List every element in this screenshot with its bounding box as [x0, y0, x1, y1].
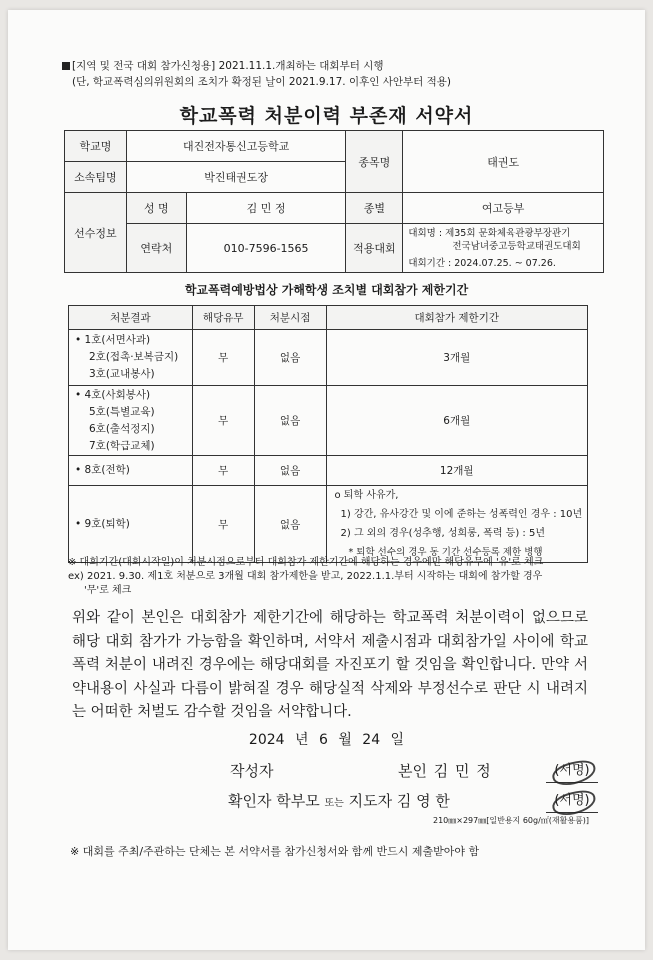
row-limit — [326, 486, 588, 563]
restriction-table — [68, 305, 588, 563]
notice-line2: (단, 학교폭력심의위원회의 조치가 확정된 날이 2021.9.17. 이후인 사안부터 적용) — [72, 76, 452, 88]
row-items: • 8호(전학) — [69, 456, 193, 486]
table-note — [68, 556, 588, 598]
row-applies: 무 — [192, 330, 254, 386]
header-when: 처분시점 — [254, 306, 326, 330]
list-item: • 1호(서면사과) — [75, 334, 151, 346]
row-limit: 6개월 — [326, 386, 588, 456]
header-result: 처분결과 — [69, 306, 193, 330]
notice-line1: [지역 및 전국 대회 참가신청용] 2021.11.1.개최하는 대회부터 시행 — [72, 60, 384, 72]
confirmer-line — [228, 790, 450, 811]
row-when: 없음 — [254, 486, 326, 563]
writer-label: 작성자 — [230, 762, 274, 780]
list-item: 2호(접촉·보복금지) — [89, 351, 179, 363]
writer-name: 본인 김 민 정 — [398, 762, 491, 780]
category-value: 여고등부 — [403, 193, 604, 224]
team-label: 소속팀명 — [65, 162, 127, 193]
contact-label: 연락처 — [126, 224, 186, 273]
row-when: 없음 — [254, 330, 326, 386]
confirmer-signature — [546, 790, 598, 813]
competition-name2: 전국남녀중고등학교태권도대회 — [452, 240, 581, 252]
limit-line: 1) 강간, 유사강간 및 이에 준하는 성폭력인 경우 : 10년 — [340, 509, 583, 520]
name-value: 김 민 정 — [186, 193, 346, 224]
pledge-text: 위와 같이 본인은 대회참가 제한기간에 해당하는 학교폭력 처분이력이 없으므로 해당 대회 참가가 가능함을 확인하며, 서약서 제출시점과 대회참가일 사이에 학교폭력 처분이 내려진 경우에는 해당대회를 자진포기 할 것임을 확인합니다. 만약 서약내용이 사실과 다름이 밝혀질 경우 해당실적 삭제와 부정선수로 판단 시 내려지는 어떠한 처벌도 감수할 것임을 서약합니다. — [72, 610, 588, 720]
note-line1: ※ 대회기간(대회시작일)이 처분시점으로부터 대회참가 제한기간에 해당하는 경우에만 해당유무에 '유'로 체크 — [68, 557, 544, 568]
name-label: 성 명 — [126, 193, 186, 224]
event-value: 태권도 — [403, 131, 604, 193]
list-item: 6호(출석정지) — [89, 422, 155, 435]
notice — [62, 58, 451, 90]
limit-line: o 퇴학 사유가, — [334, 490, 399, 501]
square-bullet-icon — [62, 62, 70, 70]
competition-name: 대회명 : 제35회 문화체육관광부장관기 — [408, 227, 571, 239]
contact-value: 010-7596-1565 — [186, 224, 346, 273]
header-limit: 대회참가 제한기간 — [326, 306, 588, 330]
row-limit: 12개월 — [326, 456, 588, 486]
row-when: 없음 — [254, 386, 326, 456]
info-table — [64, 130, 604, 273]
limit-line: 2) 그 외의 경우(성추행, 성희롱, 폭력 등) : 5년 — [340, 528, 545, 539]
competition-value — [403, 224, 604, 273]
list-item: 7호(학급교체) — [89, 439, 155, 452]
row-applies: 무 — [192, 486, 254, 563]
row-applies: 무 — [192, 456, 254, 486]
team-value: 박진태권도장 — [126, 162, 346, 193]
school-label: 학교명 — [65, 131, 127, 162]
list-item: 5호(특별교육) — [89, 405, 155, 418]
competition-period: 대회기간 : 2024.07.25. ~ 07.26. — [408, 257, 556, 269]
list-item: 3호(교내봉사) — [89, 368, 155, 380]
row-items — [69, 330, 193, 386]
footer-note: ※ 대회를 주최/주관하는 단체는 본 서약서를 참가신청서와 함께 반드시 제출받아야 함 — [70, 845, 480, 858]
event-label: 종목명 — [346, 131, 403, 193]
athlete-label: 선수정보 — [65, 193, 127, 273]
pledge-date: 2024 년 6 월 24 일 — [248, 732, 405, 748]
table-row — [69, 456, 588, 486]
note-line2: ex) 2021. 9.30. 제1호 처분으로 3개월 대회 참가제한을 받고, 2022.1.1.부터 시작하는 대회에 참가할 경우 — [68, 571, 543, 582]
table-row — [69, 386, 588, 456]
table-row — [69, 330, 588, 386]
writer-signature — [546, 760, 598, 783]
row-items — [69, 386, 193, 456]
section-subtitle: 학교폭력예방법상 가해학생 조치별 대회참가 제한기간 — [184, 283, 469, 297]
confirmer-name: 지도자 김 영 한 — [348, 792, 450, 810]
note-line3: '무'로 체크 — [84, 585, 132, 596]
or-text: 또는 — [324, 798, 344, 809]
writer-seal-text: (서명) — [554, 763, 590, 778]
document-title: 학교폭력 처분이력 부존재 서약서 — [179, 105, 474, 127]
confirmer-seal-text: (서명) — [554, 793, 590, 808]
header-applies: 해당유무 — [192, 306, 254, 330]
table-row — [69, 486, 588, 563]
row-limit: 3개월 — [326, 330, 588, 386]
confirmer-label: 확인자 학부모 — [228, 792, 320, 810]
row-when: 없음 — [254, 456, 326, 486]
paper-info: 210㎜×297㎜[일반용지 60g/㎡(재활용품)] — [433, 816, 590, 825]
limit-line: * 퇴학 선수의 경우 동 기간 선수등록 제한 병행 — [348, 547, 543, 558]
school-value: 대진전자통신고등학교 — [126, 131, 346, 162]
list-item: • 4호(사회봉사) — [75, 388, 151, 401]
row-applies: 무 — [192, 386, 254, 456]
category-label: 종별 — [346, 193, 403, 224]
competition-label: 적용대회 — [346, 224, 403, 273]
row-items: • 9호(퇴학) — [69, 486, 193, 563]
